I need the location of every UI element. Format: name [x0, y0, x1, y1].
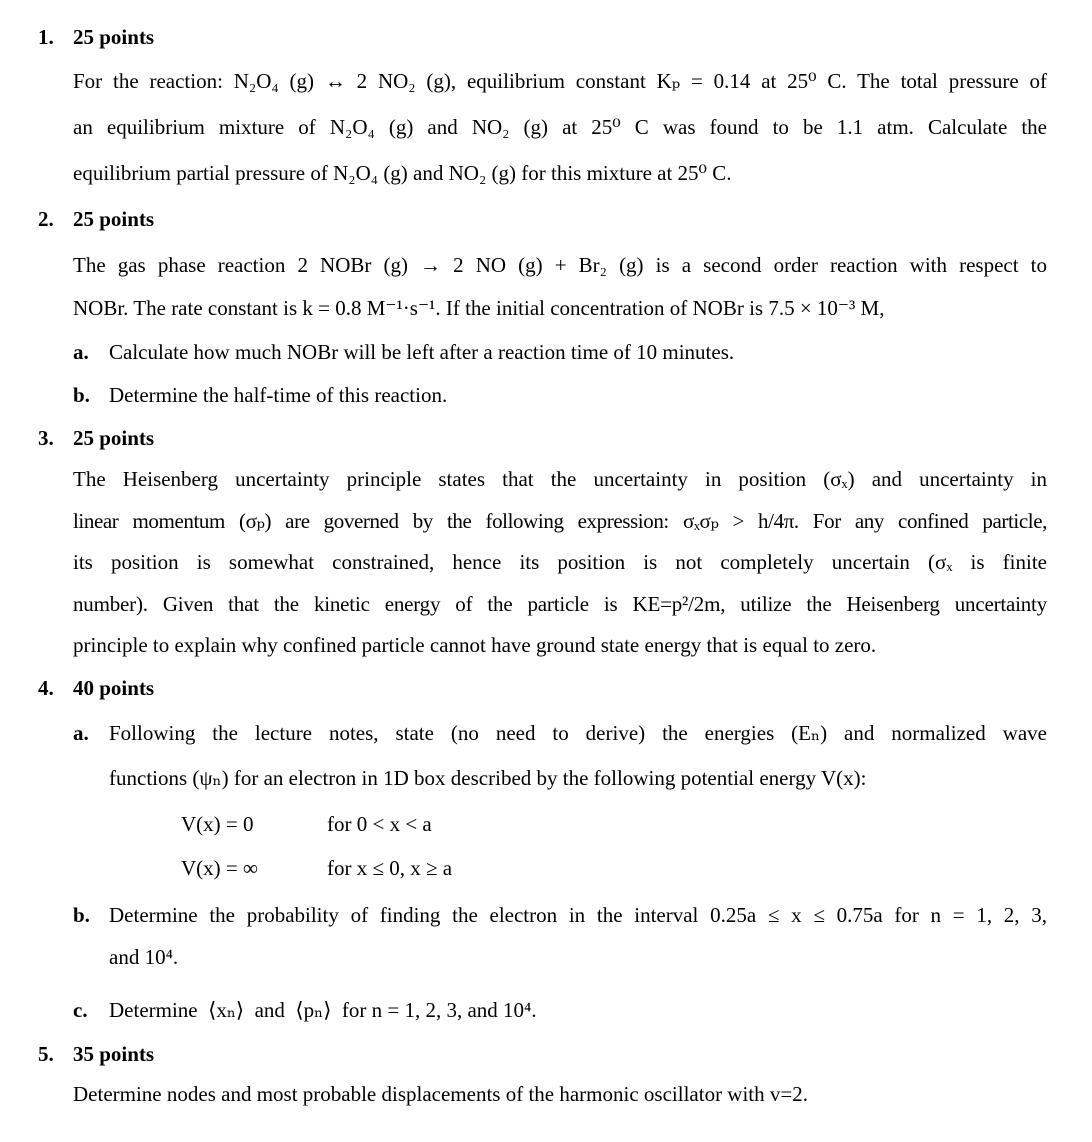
subpart-text: Determine ⟨xₙ⟩ and ⟨pₙ⟩ for n = 1, 2, 3, and 10⁴.: [109, 998, 537, 1022]
subpart-text: Determine the half-time of this reaction.: [109, 383, 448, 407]
question-number: 3.: [38, 426, 54, 450]
question-number: 4.: [38, 676, 54, 700]
subpart-label: a.: [73, 721, 89, 745]
subpart-text: and 10⁴.: [109, 945, 179, 969]
subpart-label: b.: [73, 903, 90, 927]
question-text-line: NOBr. The rate constant is k = 0.8 M⁻¹·s⁻¹. If the initial concentration of NOBr is 7.5 × 10⁻³ M,: [73, 296, 885, 320]
subpart-text: functions (ψₙ) for an electron in 1D box described by the following potential energy V(x):: [109, 766, 867, 790]
question-text-line: principle to explain why confined particle cannot have ground state energy that is equal to zero.: [73, 633, 877, 657]
question-text-line: number). Given that the kinetic energy of the particle is KE=p²/2m, utilize the Heisenberg uncertainty: [73, 592, 1047, 616]
potential-condition: for x ≤ 0, x ≥ a: [327, 856, 453, 880]
subpart-label: c.: [73, 998, 88, 1022]
question-text-line: equilibrium partial pressure of N₂O₄ (g) and NO₂ (g) for this mixture at 25⁰ C.: [73, 161, 732, 185]
question-points: 25 points: [73, 207, 155, 231]
question-number: 1.: [38, 25, 54, 49]
subpart-text: Determine the probability of finding the electron in the interval 0.25a ≤ x ≤ 0.75a for n = 1, 2, 3,: [109, 903, 1047, 927]
subpart-label: b.: [73, 383, 90, 407]
question-text-line: Determine nodes and most probable displacements of the harmonic oscillator with v=2.: [73, 1082, 808, 1106]
potential-value: V(x) = ∞: [181, 856, 258, 880]
potential-value: V(x) = 0: [181, 812, 254, 836]
subpart-text: Following the lecture notes, state (no need to derive) the energies (Eₙ) and normalized wave: [109, 721, 1047, 745]
question-points: 25 points: [73, 426, 155, 450]
question-points: 40 points: [73, 676, 155, 700]
question-points: 25 points: [73, 25, 155, 49]
question-number: 5.: [38, 1042, 54, 1066]
question-text-line: linear momentum (σₚ) are governed by the following expression: σₓσₚ > h/4π. For any confined particle,: [73, 509, 1047, 533]
potential-condition: for 0 < x < a: [327, 812, 432, 836]
question-text-line: The Heisenberg uncertainty principle states that the uncertainty in position (σₓ) and uncertainty in: [73, 467, 1047, 491]
question-text-line: For the reaction: N₂O₄ (g) ↔ 2 NO₂ (g), equilibrium constant Kₚ = 0.14 at 25⁰ C. The total pressure of: [73, 69, 1047, 93]
question-text-line: its position is somewhat constrained, hence its position is not completely uncertain (σₓ is finite: [73, 550, 1047, 574]
question-text-line: The gas phase reaction 2 NOBr (g) → 2 NO (g) + Br₂ (g) is a second order reaction with respect to: [73, 253, 1047, 277]
subpart-text: Calculate how much NOBr will be left after a reaction time of 10 minutes.: [109, 340, 735, 364]
question-text-line: an equilibrium mixture of N₂O₄ (g) and NO₂ (g) at 25⁰ C was found to be 1.1 atm. Calculate the: [73, 115, 1047, 139]
question-number: 2.: [38, 207, 54, 231]
subpart-label: a.: [73, 340, 89, 364]
question-points: 35 points: [73, 1042, 155, 1066]
